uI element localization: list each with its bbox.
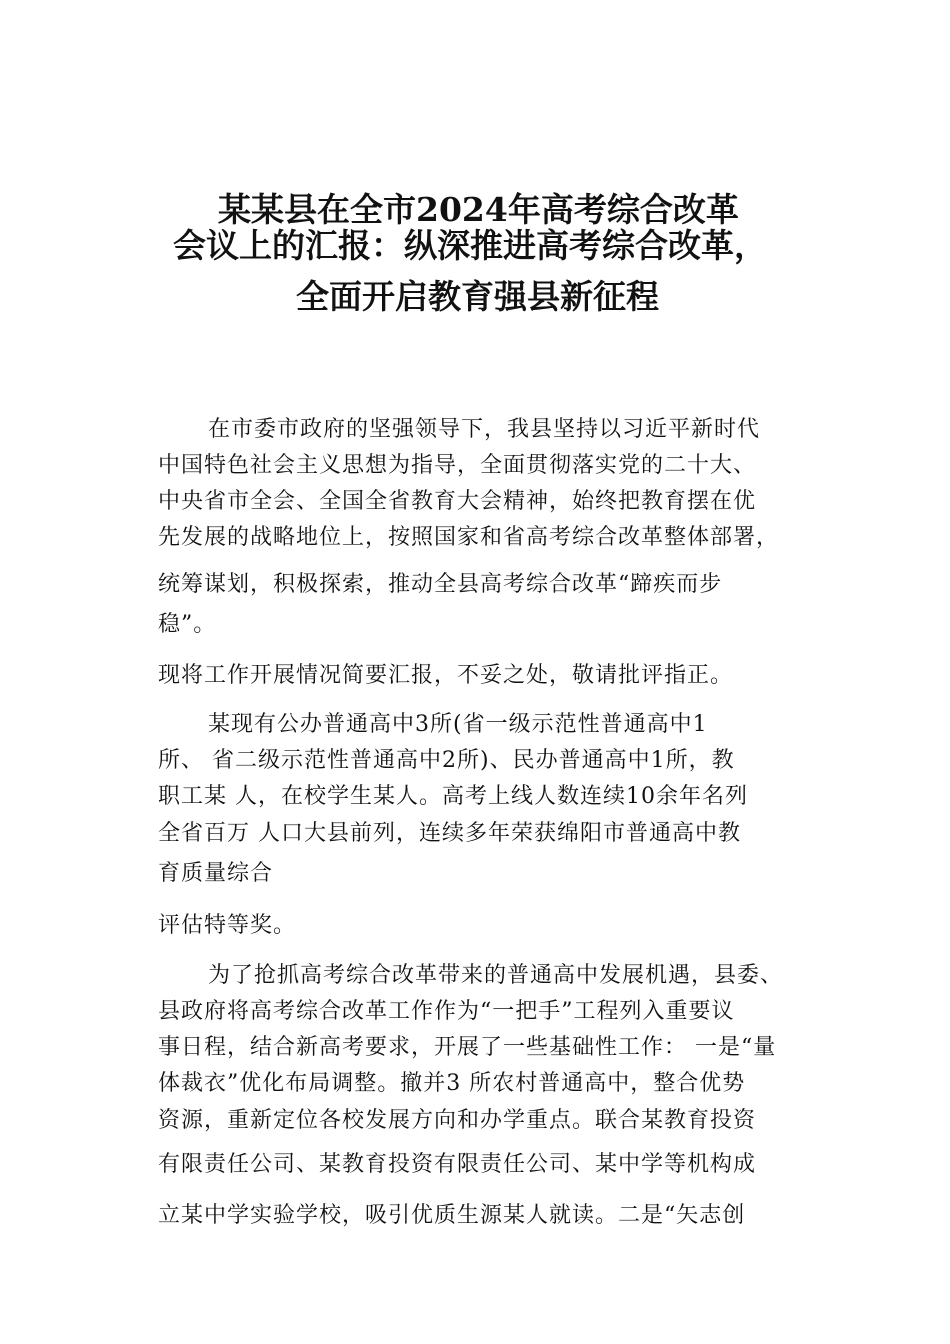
body-line: 体裁衣”优化布局调整。撤并3 所农村普通高中，整合优势 [158, 1071, 746, 1096]
body-line: 资源，重新定位各校发展方向和办学重点。联合某教育投资 [158, 1108, 757, 1133]
document-title-line-3: 全面开启教育强县新征程 [296, 277, 659, 316]
body-line: 所、 省二级示范性普通高中2所)、民办普通高中1所，教 [158, 748, 735, 773]
body-line: 统筹谋划，积极探索，推动全县高考综合改革“蹄疾而步 [158, 572, 723, 597]
body-line: 为了抢抓高考综合改革带来的普通高中发展机遇，县委、 [208, 963, 784, 988]
body-line: 职工某 人，在校学生某人。高考上线人数连续10余年名列 [158, 784, 748, 809]
body-line: 中央省市全会、全国全省教育大会精神，始终把教育摆在优 [158, 489, 757, 514]
body-line: 先发展的战略地位上，按照国家和省高考综合改革整体部署， [158, 525, 780, 550]
body-line: 某现有公办普通高中3所(省一级示范性普通高中1 [208, 712, 708, 737]
body-line: 育质量综合 [158, 861, 274, 886]
body-line: 有限责任公司、某教育投资有限责任公司、某中学等机构成 [158, 1152, 757, 1177]
body-line: 县政府将高考综合改革工作作为“一把手”工程列入重要议 [158, 999, 735, 1024]
body-line: 现将工作开展情况简要汇报，不妥之处，敬请批评指正。 [158, 663, 734, 688]
document-title-line-2: 会议上的汇报：纵深推进高考综合改革， [173, 226, 767, 265]
body-line: 中国特色社会主义思想为指导，全面贯彻落实党的二十大、 [158, 453, 757, 478]
body-line: 在市委市政府的坚强领导下，我县坚持以习近平新时代 [208, 417, 761, 442]
body-line: 立某中学实验学校，吸引优质生源某人就读。二是“矢志创 [158, 1203, 746, 1228]
document-title-line-1: 某某县在全市2024年高考综合改革 [218, 190, 739, 229]
body-line: 事日程，结合新高考要求，开展了一些基础性工作： 一是“量 [158, 1035, 777, 1060]
body-line: 评估特等奖。 [158, 913, 297, 938]
body-line: 稳”。 [158, 612, 217, 637]
body-line: 全省百万 人口大县前列，连续多年荣获绵阳市普通高中教 [158, 821, 741, 846]
